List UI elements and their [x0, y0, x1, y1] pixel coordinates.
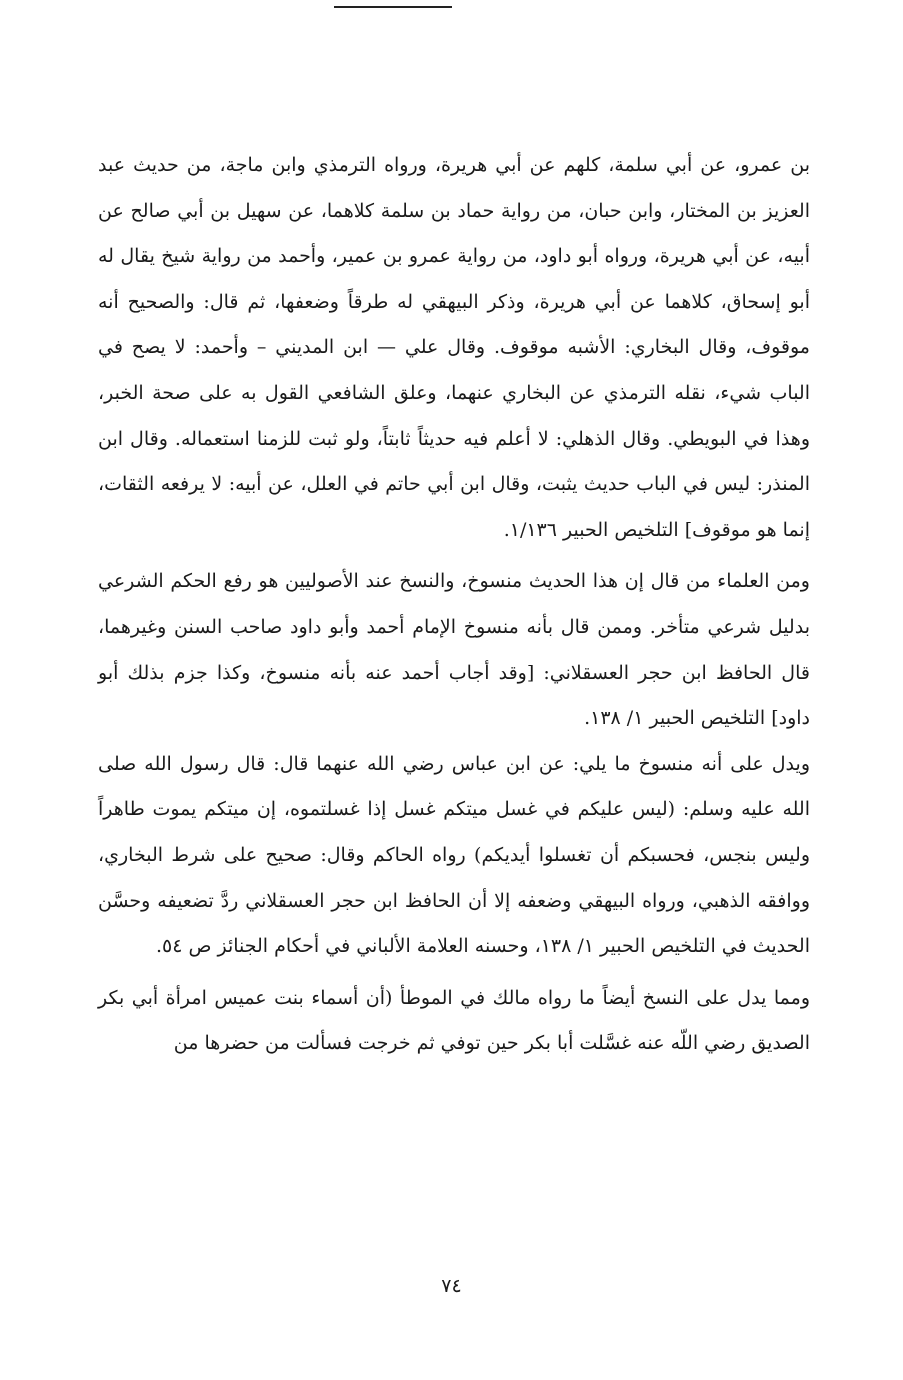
body-text: [98, 143, 810, 1067]
paragraph-1: بن عمرو، عن أبي سلمة، كلهم عن أبي هريرة، ورواه الترمذي وابن ماجة، من حديث عبد العزيز بن المختار، وابن حبان، من رواية حماد بن سلمة كلاهما، عن سهيل بن أبي صالح عن أبيه، عن أبي هريرة، ورواه أبو داود، من رواية عمرو بن عمير، وأحمد من رواية شيخ يقال له أبو إسحاق، كلاهما عن أبي هريرة، وذكر البيهقي له طرقاً وضعفها، ثم قال: والصحيح أنه موقوف، وقال البخاري: الأشبه موقوف. وقال علي — ابن المديني – وأحمد: لا يصح في الباب شيء، نقله الترمذي عن البخاري عنهما، وعلق الشافعي القول به على صحة الخبر، وهذا في البويطي. وقال الذهلي: لا أعلم فيه حديثاً ثابتاً، ولو ثبت للزمنا استعماله. وقال ابن المنذر: ليس في الباب حديث يثبت، وقال ابن أبي حاتم في العلل، عن أبيه: لا يرفعه الثقات، إنما هو موقوف] التلخيص الحبير ١/١٣٦.: [98, 154, 810, 541]
top-rule: [334, 6, 452, 8]
paragraph-4: ومما يدل على النسخ أيضاً ما رواه مالك في الموطأ (أن أسماء بنت عميس امرأة أبي بكر الصديق رضي اللّه عنه غسَّلت أبا بكر حين توفي ثم خرجت فسألت من حضرها من: [98, 986, 810, 1055]
paragraph-3: ويدل على أنه منسوخ ما يلي: عن ابن عباس رضي الله عنهما قال: قال رسول الله صلى الله عليه وسلم: (ليس عليكم في غسل ميتكم غسل إذا غسلتموه، إن ميتكم يموت طاهراً وليس بنجس، فحسبكم أن تغسلوا أيديكم) رواه الحاكم وقال: صحيح على شرط البخاري، ووافقه الذهبي، ورواه البيهقي وضعفه إلا أن الحافظ ابن حجر العسقلاني ردَّ تضعيفه وحسَّن الحديث في التلخيص الحبير ١/ ١٣٨، وحسنه العلامة الألباني في أحكام الجنائز ص ٥٤.: [98, 752, 810, 958]
page-number: ٧٤: [441, 1275, 462, 1297]
paragraph-2: ومن العلماء من قال إن هذا الحديث منسوخ، والنسخ عند الأصوليين هو رفع الحكم الشرعي بدليل شرعي متأخر. وممن قال بأنه منسوخ الإمام أحمد وأبو داود صاحب السنن وغيرهما، قال الحافظ ابن حجر العسقلاني: [وقد أجاب أحمد عنه بأنه منسوخ، وكذا جزم بذلك أبو داود] التلخيص الحبير ١/ ١٣٨.: [98, 570, 810, 730]
